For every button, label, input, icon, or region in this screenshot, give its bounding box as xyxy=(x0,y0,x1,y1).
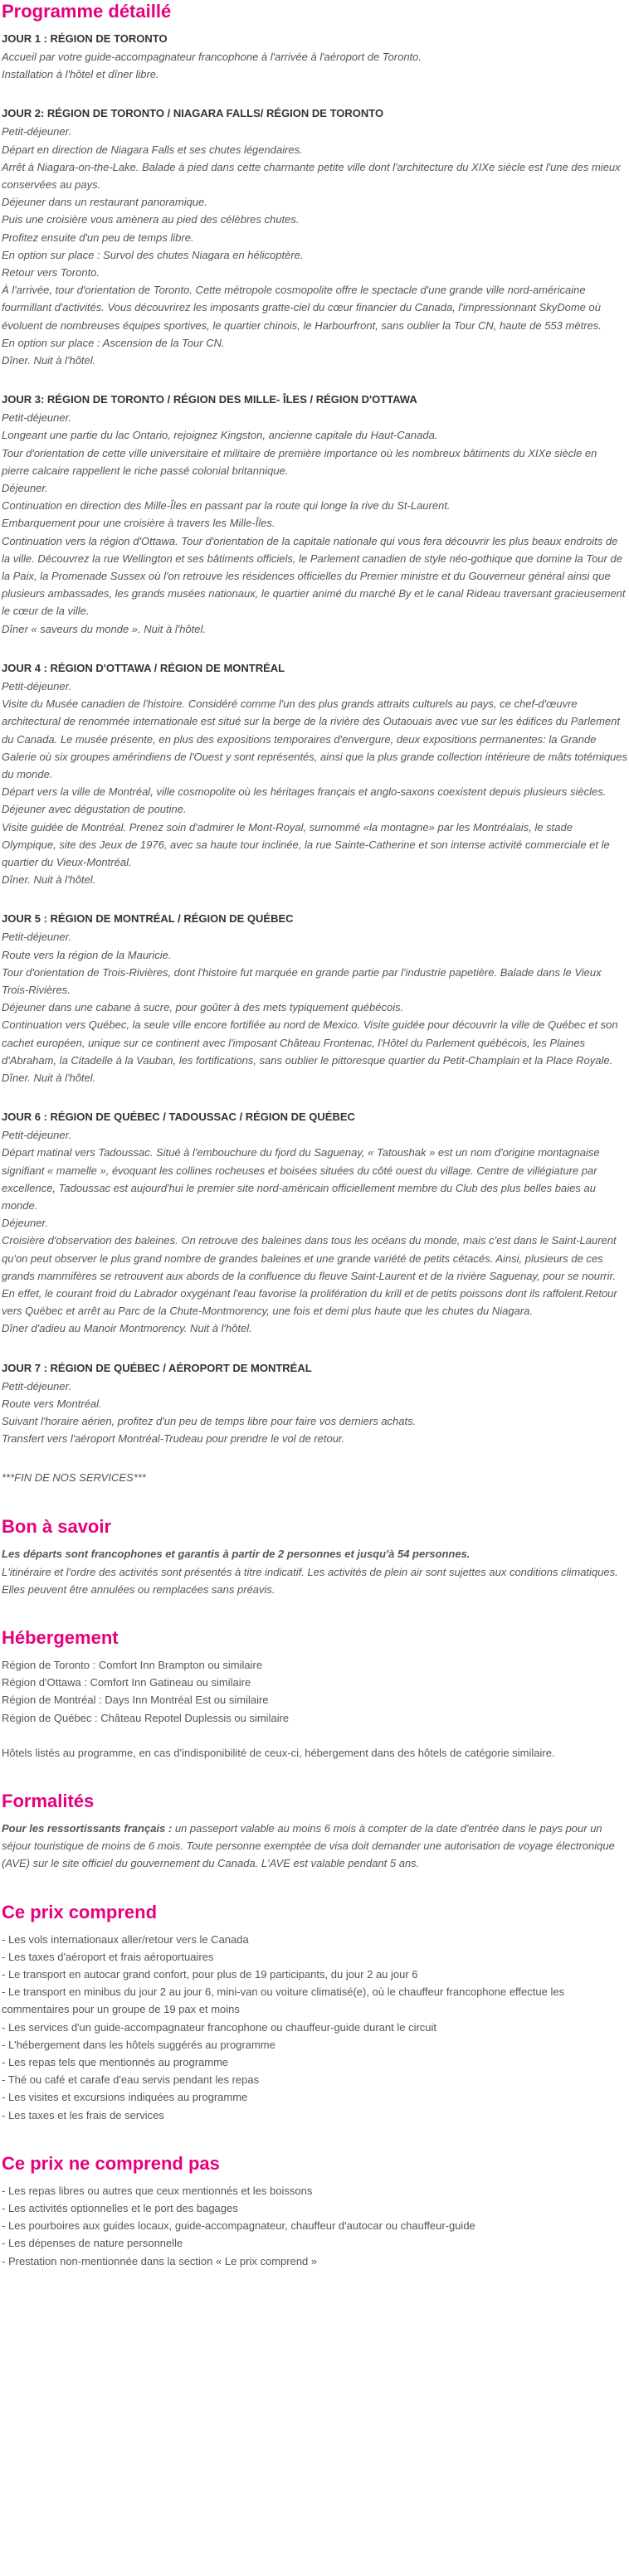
day-line: Petit-déjeuner. xyxy=(2,1129,72,1142)
formalites-text xyxy=(2,1820,627,1873)
day-line: En option sur place : Survol des chutes Niagara en hélicoptère. xyxy=(2,248,304,261)
day-line: Petit-déjeuner. xyxy=(2,679,72,693)
included-item: - Les visites et excursions indiquées au programme xyxy=(2,2088,627,2106)
day-line: Continuation vers Québec, la seule ville encore fortifiée au nord de Mexico. Visite guidée pour découvrir la ville de Québec et son cachet européen, unique sur ce continent avec l'imposant Château Frontenac, l'Hôtel du Parlement québécois, les Plaines d'Abraham, la Citadelle à la Vauban, les fortifications, sans oublier le pittoresque quartier du Petit-Champlain et la Place Royale. xyxy=(2,1018,618,1067)
excluded-list xyxy=(2,2182,627,2270)
programme-days xyxy=(2,30,627,1447)
day-line: Tour d'orientation de Trois-Rivières, dont l'histoire fut marquée en grande partie par l'industrie papetière. Balade dans le Vieux Trois-Rivières. xyxy=(2,965,602,996)
day-line: Dîner « saveurs du monde ». Nuit à l'hôtel. xyxy=(2,622,207,635)
included-item: - Les services d'un guide-accompagnateur francophone ou chauffeur-guide durant le circuit xyxy=(2,2019,627,2036)
day-line: Visite guidée de Montréal. Prenez soin d'admirer le Mont-Royal, surnommé «la montagne» par les Montréalais, le stade Olympique, site des Jeux de 1976, avec sa haute tour inclinée, la rue Sainte-Catherine et son intense activité commerciale et le quartier du Vieux-Montréal. xyxy=(2,820,610,868)
formalites-section xyxy=(2,1790,627,1873)
included-item: - Les vols internationaux aller/retour vers le Canada xyxy=(2,1931,627,1948)
hebergement-section xyxy=(2,1626,627,1762)
day-line: Route vers Montréal. xyxy=(2,1397,102,1410)
day-line: Puis une croisière vous amènera au pied des célèbres chutes. xyxy=(2,213,300,226)
day-line: Dîner d'adieu au Manoir Montmorency. Nuit à l'hôtel. xyxy=(2,1322,252,1335)
hotel-item: Région de Toronto : Comfort Inn Brampton ou similaire xyxy=(2,1659,263,1672)
excluded-item: - Les pourboires aux guides locaux, guide-accompagnateur, chauffeur d'autocar ou chauffeur-guide xyxy=(2,2217,627,2234)
hotel-item: Région d'Ottawa : Comfort Inn Gatineau ou similaire xyxy=(2,1676,251,1689)
formalites-lead: Pour les ressortissants français : xyxy=(2,1822,173,1835)
day-line: À l'arrivée, tour d'orientation de Toronto. Cette métropole cosmopolite offre le spectacle d'une grande ville nord-américaine fourmillant d'activités. Vous découvrirez les imposants gratte-ciel du cœur financier du Canada, l'impressionnant SkyDome où évoluent de nombreuses équipes sportives, le quartier chinois, le Harbourfront, sans oublier la Tour CN, haute de 553 mètres. xyxy=(2,284,602,332)
included-item: - L'hébergement dans les hôtels suggérés au programme xyxy=(2,2036,627,2054)
hebergement-title: Hébergement xyxy=(2,1627,119,1649)
day-line: Retour vers Toronto. xyxy=(2,266,100,279)
day-line: Dîner. Nuit à l'hôtel. xyxy=(2,1071,96,1084)
included-item: - Les taxes d'aéroport et frais aéroportuaires xyxy=(2,1948,627,1966)
day-line: Déjeuner. xyxy=(2,482,48,495)
day-line: Déjeuner dans une cabane à sucre, pour goûter à des mets typiquement québécois. xyxy=(2,1001,404,1014)
included-item: - Le transport en autocar grand confort, pour plus de 19 participants, du jour 2 au jour 6 xyxy=(2,1966,627,1983)
day-line: Petit-déjeuner. xyxy=(2,1379,72,1392)
excluded-item: - Les activités optionnelles et le port des bagages xyxy=(2,2199,627,2217)
day-line: Route vers la région de la Mauricie. xyxy=(2,948,172,961)
prix-comprend-section xyxy=(2,1901,627,2124)
day-title: JOUR 6 : RÉGION DE QUÉBEC / TADOUSSAC / RÉGION DE QUÉBEC xyxy=(2,1111,355,1124)
departures-guaranteed-text: Les départs sont francophones et garantis à partir de 2 personnes et jusqu'à 54 personnes. xyxy=(2,1548,471,1561)
day-block xyxy=(2,1359,627,1448)
day-line: Embarquement pour une croisière à travers les Mille-Îles. xyxy=(2,517,275,530)
day-line: Accueil par votre guide-accompagnateur francophone à l'arrivée à l'aéroport de Toronto. xyxy=(2,51,422,63)
day-line: Continuation en direction des Mille-Îles en passant par la route qui longe la rive du St-Laurent. xyxy=(2,499,451,513)
hotel-item: Région de Québec : Château Repotel Duplessis ou similaire xyxy=(2,1711,290,1724)
day-line: Dîner. Nuit à l'hôtel. xyxy=(2,354,96,367)
day-title: JOUR 2: RÉGION DE TORONTO / NIAGARA FALLS/ RÉGION DE TORONTO xyxy=(2,107,384,120)
day-block xyxy=(2,391,627,638)
included-list xyxy=(2,1931,627,2124)
excluded-item: - Les dépenses de nature personnelle xyxy=(2,2234,627,2252)
day-title: JOUR 3: RÉGION DE TORONTO / RÉGION DES MILLE- ÎLES / RÉGION D'OTTAWA xyxy=(2,393,417,406)
day-line: Déjeuner avec dégustation de poutine. xyxy=(2,803,187,816)
day-title: JOUR 4 : RÉGION D'OTTAWA / RÉGION DE MONTRÉAL xyxy=(2,661,285,674)
included-item: - Le transport en minibus du jour 2 au jour 6, mini-van ou voiture climatisé(e), où le chauffeur francophone effectue les commentaires pour un groupe de 19 pax et moins xyxy=(2,1983,627,2018)
day-block xyxy=(2,30,627,83)
day-block xyxy=(2,659,627,888)
day-line: Petit-déjeuner. xyxy=(2,931,72,944)
excluded-item: - Prestation non-mentionnée dans la section « Le prix comprend » xyxy=(2,2253,627,2270)
programme-title: Programme détaillé xyxy=(2,1,172,22)
bon-a-savoir-section xyxy=(2,1515,627,1598)
formalites-body: un passeport valable au moins 6 mois à compter de la date d'entrée dans le pays pour un séjour touristique de moins de 6 mois. Toute personne exemptée de visa doit demander une autorisation de voyage électronique (AVE) sur le site officiel du gouvernement du Canada. L'AVE est valable pendant 5 ans. xyxy=(2,1822,615,1870)
day-line: Arrêt à Niagara-on-the-Lake. Balade à pied dans cette charmante petite ville dont l'architecture du XIXe siècle est l'une des mieux conservées au pays. xyxy=(2,160,621,192)
day-line: Déjeuner dans un restaurant panoramique. xyxy=(2,196,207,209)
prix-ne-comprend-section xyxy=(2,2152,627,2270)
day-line: Dîner. Nuit à l'hôtel. xyxy=(2,873,96,887)
day-line: Continuation vers la région d'Ottawa. Tour d'orientation de la capitale nationale qui vous fera découvrir les plus beaux endroits de la ville. Découvrez la rue Wellington et ses bâtiments officiels, le Parlement canadien de style néo-gothique que domine la Tour de la Paix, la Promenade Sussex où l'on retrouve les résidences officielles du Premier ministre et du Gouverneur général ainsi que plusieurs ambassades, les grands musées nationaux, le quartier animé du marché By et le canal Rideau traversant gracieusement le cœur de la ville. xyxy=(2,534,626,618)
day-block xyxy=(2,1108,627,1337)
day-line: Profitez ensuite d'un peu de temps libre. xyxy=(2,231,194,244)
day-title: JOUR 7 : RÉGION DE QUÉBEC / AÉROPORT DE MONTRÉAL xyxy=(2,1361,312,1374)
day-line: Suivant l'horaire aérien, profitez d'un peu de temps libre pour faire vos derniers achats. xyxy=(2,1415,417,1427)
day-line: Tour d'orientation de cette ville universitaire et militaire de première importance où les nombreux bâtiments du XIXe siècle en pierre calcaire rappellent le riche passé colonial britannique. xyxy=(2,446,597,477)
excluded-item: - Les repas libres ou autres que ceux mentionnés et les boissons xyxy=(2,2182,627,2199)
programme-section xyxy=(2,0,627,1487)
day-title: JOUR 5 : RÉGION DE MONTRÉAL / RÉGION DE QUÉBEC xyxy=(2,912,294,926)
day-line: Transfert vers l'aéroport Montréal-Trudeau pour prendre le vol de retour. xyxy=(2,1432,345,1446)
hotel-item: Région de Montréal : Days Inn Montréal Est ou similaire xyxy=(2,1694,269,1707)
day-line: Départ en direction de Niagara Falls et ses chutes légendaires. xyxy=(2,143,303,156)
prix-comprend-title: Ce prix comprend xyxy=(2,1901,158,1922)
day-line: Visite du Musée canadien de l'histoire. Considéré comme l'un des plus grands attraits culturels au pays, ce chef-d'œuvre architectural de renommée internationale est situé sur la berge de la rivière des Outaouais avec vue sur les édifices du Parlement du Canada. Le musée présente, en plus des expositions temporaires d'envergure, deux expositions permanentes: la Grande Galerie où six groupes amérindiens de l'Ouest y sont représentés, ainsi que la plus grande collection intérieure de mâts totémiques du monde. xyxy=(2,697,628,780)
day-line: En option sur place : Ascension de la Tour CN. xyxy=(2,336,225,349)
end-of-services-note: ***FIN DE NOS SERVICES*** xyxy=(2,1471,146,1485)
day-line: Longeant une partie du lac Ontario, rejoignez Kingston, ancienne capitale du Haut-Canada. xyxy=(2,429,438,442)
itinerary-disclaimer-text: L'itinéraire et l'ordre des activités sont présentés à titre indicatif. Les activités de plein air sont sujettes aux conditions climatiques. Elles peuvent être annulées ou remplacées sans préavis. xyxy=(2,1565,618,1596)
day-line: Déjeuner. xyxy=(2,1217,48,1230)
included-item: - Les repas tels que mentionnés au programme xyxy=(2,2054,627,2071)
day-line: Petit-déjeuner. xyxy=(2,411,72,425)
hotel-list xyxy=(2,1656,627,1727)
day-block xyxy=(2,910,627,1086)
day-line: Départ matinal vers Tadoussac. Situé à l'embouchure du fjord du Saguenay, « Tatoushak » est un nom d'origine montagnaise signifiant « mamelle », évoquant les collines rocheuses et boisées situées du côté ouest du village. Centre de villégiature par excellence, Tadoussac est aujourd'hui le premier site nord-américain officiellement membre du Club des plus belles baies au monde. xyxy=(2,1146,600,1212)
included-item: - Les taxes et les frais de services xyxy=(2,2107,627,2124)
hotel-note: Hôtels listés au programme, en cas d'indisponibilité de ceux-ci, hébergement dans des hôtels de catégorie similaire. xyxy=(2,1746,555,1759)
day-block xyxy=(2,104,627,369)
day-line: Croisière d'observation des baleines. On retrouve des baleines dans tous les océans du monde, mais c'est dans le Saint-Laurent qu'on peut observer le plus grand nombre de grandes baleines et une grande variété de petits cétacés. Ainsi, plusieurs de ces grands mammifères se retrouvent aux abords de la confluence du fleuve Saint-Laurent et de la rivière Saguenay, pour se nourrir. En effet, le courant froid du Labrador oxygénant l'eau favorise la prolifération du krill et de petits poissons dont ils raffolent.Retour vers Québec et arrêt au Parc de la Chute-Montmorency, une fois et demi plus haute que les chutes du Niagara. xyxy=(2,1234,617,1318)
formalites-title: Formalités xyxy=(2,1791,95,1812)
prix-ne-comprend-title: Ce prix ne comprend pas xyxy=(2,2152,220,2174)
day-line: Départ vers la ville de Montréal, ville cosmopolite où les héritages français et anglo-saxons coexistent depuis plusieurs siècles. xyxy=(2,785,607,799)
day-title: JOUR 1 : RÉGION DE TORONTO xyxy=(2,32,168,45)
included-item: - Thé ou café et carafe d'eau servis pendant les repas xyxy=(2,2071,627,2088)
day-line: Petit-déjeuner. xyxy=(2,125,72,139)
bon-a-savoir-title: Bon à savoir xyxy=(2,1516,112,1538)
day-line: Installation à l'hôtel et dîner libre. xyxy=(2,68,159,81)
